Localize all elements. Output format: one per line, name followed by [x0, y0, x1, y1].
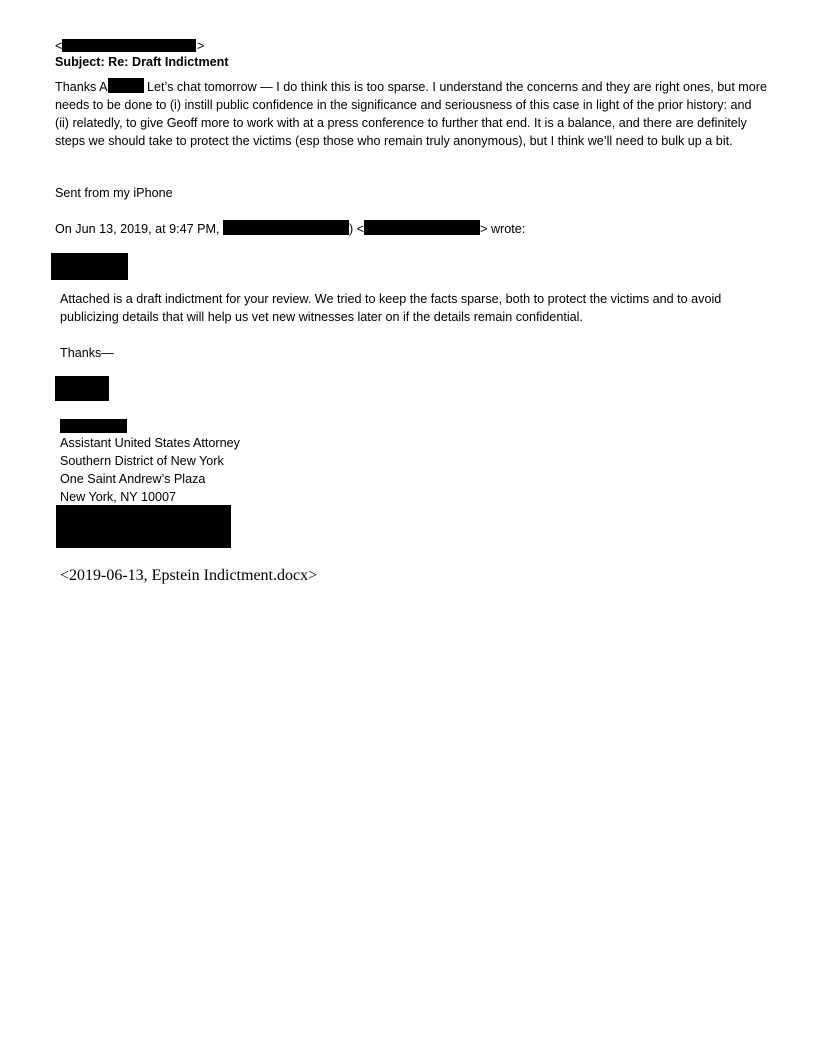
redacted-recipient-name	[108, 78, 144, 93]
redacted-signature-name	[60, 419, 127, 433]
header-open-bracket: <	[55, 39, 63, 53]
original-body: Attached is a draft indictment for your review. We tried to keep the facts sparse, both to protect the victims and to avoid publicizing details that will help us vet new witnesses later on if the details remain confidential.	[60, 292, 722, 324]
reply-text: Let’s chat tomorrow — I do think this is too sparse. I understand the concerns and they are right ones, but more needs to be done to (i) instill public confidence in the significance and seriousness of this case in light of the prior history: and (ii) relatedly, to give Geoff more to work with at a press conference to further that end. It is a balance, and there are definitely steps we should take to protect the victims (esp those who remain truly anonymous), but I think we’ll need to bulk up a bit.	[55, 80, 768, 148]
signature-office: Southern District of New York	[60, 454, 224, 468]
quoted-date: On Jun 13, 2019, at 9:47 PM,	[55, 222, 224, 236]
redacted-contact-info	[56, 505, 231, 548]
redacted-author-name	[223, 220, 349, 235]
signature-city: New York, NY 10007	[60, 490, 176, 504]
reply-greeting: Thanks A	[55, 80, 108, 94]
reply-body	[55, 78, 767, 150]
redacted-sender-email	[62, 39, 196, 52]
original-thanks: Thanks—	[60, 346, 114, 360]
header-close-bracket: >	[197, 39, 205, 53]
redacted-signoff-name	[55, 376, 109, 401]
redacted-greeting	[51, 253, 128, 280]
signature-address: One Saint Andrew’s Plaza	[60, 472, 206, 486]
quoted-wrote: > wrote:	[480, 222, 526, 236]
sent-from-line: Sent from my iPhone	[55, 186, 173, 200]
email-subject: Subject: Re: Draft Indictment	[55, 55, 229, 69]
attachment-name: <2019-06-13, Epstein Indictment.docx>	[60, 567, 318, 584]
quoted-header	[55, 220, 525, 238]
redacted-author-email	[364, 220, 480, 235]
signature-title: Assistant United States Attorney	[60, 436, 240, 450]
quoted-separator: ) <	[349, 222, 365, 236]
